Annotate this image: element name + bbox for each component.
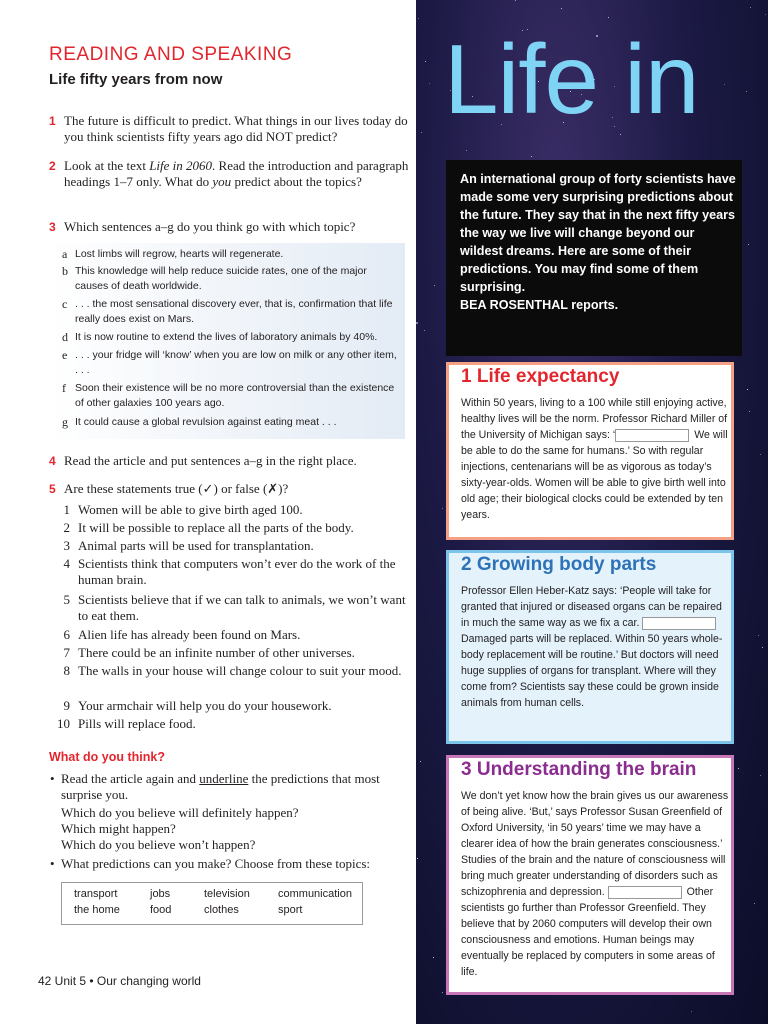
topics-box	[61, 882, 363, 925]
statement-8: 8 The walls in your house will change colour to suit your mood.	[63, 663, 402, 678]
topic-item: clothes	[204, 904, 239, 916]
star-dot	[425, 61, 426, 62]
topic-item: sport	[278, 904, 303, 916]
question-number: 5	[49, 482, 56, 496]
star-dot	[442, 508, 443, 509]
star-dot	[417, 858, 418, 859]
question-1	[49, 113, 409, 145]
star-dot	[749, 411, 750, 412]
statement-5: 5 Scientists believe that if we can talk to animals, we won’t want to eat them.	[63, 592, 406, 623]
star-dot	[608, 17, 609, 18]
question-3	[49, 219, 409, 235]
star-dot	[466, 150, 467, 151]
card-heading: 2 Growing body parts	[461, 554, 657, 575]
star-dot	[434, 285, 435, 286]
star-dot	[442, 992, 443, 993]
sentence-gap[interactable]	[642, 617, 716, 630]
star-dot	[724, 84, 725, 85]
statement-3: 3 Animal parts will be used for transplantation.	[63, 538, 314, 553]
star-dot	[758, 635, 759, 636]
article-intro	[446, 160, 742, 356]
topic-item: communication	[278, 888, 352, 900]
question-2	[49, 158, 409, 190]
statement-10: 10 Pills will replace food.	[57, 716, 196, 731]
statement-7: 7 There could be an infinite number of other universes.	[63, 645, 355, 660]
star-dot	[760, 775, 761, 776]
article-title: Life in	[444, 24, 699, 134]
section-subtitle: Life fifty years from now	[49, 71, 223, 88]
sentence-b: b This knowledge will help reduce suicide rates, one of the major causes of death worldwide.	[62, 264, 367, 292]
question-number: 1	[49, 114, 56, 128]
question-text: Are these statements true (✓) or false (✗)?	[64, 481, 289, 496]
sentence-d: d It is now routine to extend the lives of laboratory animals by 40%.	[62, 330, 378, 344]
question-4	[49, 453, 409, 469]
bullet-1: • Read the article again and underline the predictions that most surprise you.	[50, 771, 380, 802]
card-text: We don’t yet know how the brain gives us our awareness of being alive. ‘But,’ says Professor Susan Greenfield of Oxford University, ‘in 50 years’ time we may have a clearer idea of how the brain generates consciousness.’ Studies of the brain and the nature of consciousness will bring much greater understanding of disorders such as schizophrenia and depression. Other scientists go further than Professor Greenfield. They believe that by 2060 computers will develop their own consciousness and emotions. Human beings may eventually be replaced by computers in some areas of life.	[461, 790, 729, 978]
follow-up-1: Which do you believe will definitely happen?	[61, 805, 299, 820]
topic-item: television	[204, 888, 250, 900]
star-dot	[762, 647, 763, 648]
star-dot	[748, 244, 749, 245]
topic-item: food	[150, 904, 172, 916]
topic-item: transport	[74, 888, 118, 900]
question-5	[49, 481, 409, 497]
page-footer: 42 Unit 5 • Our changing world	[38, 974, 201, 988]
follow-up-2: Which might happen?	[61, 821, 176, 836]
star-dot	[760, 454, 761, 455]
star-dot	[515, 0, 516, 1]
question-text: Look at the text Life in 2060. Read the introduction and paragraph headings 1–7 only. What do you predict about the topics?	[64, 158, 409, 189]
star-dot	[418, 18, 419, 19]
section-title: READING AND SPEAKING	[49, 44, 293, 65]
star-dot	[620, 134, 621, 135]
statement-2: 2 It will be possible to replace all the parts of the body.	[63, 520, 354, 535]
sentence-gap[interactable]	[615, 429, 689, 442]
star-dot	[531, 156, 532, 157]
statement-1: 1 Women will be able to give birth aged 100.	[63, 502, 303, 517]
byline: BEA ROSENTHAL reports.	[460, 298, 619, 312]
question-number: 2	[49, 159, 56, 173]
star-dot	[416, 322, 418, 324]
card-text: Professor Ellen Heber-Katz says: ‘People will take for granted that injured or diseased organs can be repaired in much the same way as we fix a car. Damaged parts will be replaced. Within 50 years whole-body replacement will be routine.’ But doctors will need huge supplies of organs for transplant. Where will they come from? Scientists say these could be grown inside animals from human cells.	[461, 585, 723, 709]
star-dot	[750, 7, 751, 8]
question-number: 3	[49, 220, 56, 234]
star-dot	[424, 330, 425, 331]
topic-item: jobs	[150, 888, 171, 900]
star-dot	[561, 8, 562, 9]
card-heading: 1 Life expectancy	[461, 366, 620, 387]
question-text: Read the article and put sentences a–g in the right place.	[64, 453, 357, 468]
article-column	[416, 0, 768, 1024]
question-text: The future is difficult to predict. What things in our lives today do you think scientists fifty years ago did NOT predict?	[64, 113, 408, 144]
sentence-c: c . . . the most sensational discovery ever, that is, confirmation that life really does exist on Mars.	[62, 297, 393, 325]
question-text: Which sentences a–g do you think go with which topic?	[64, 219, 356, 234]
statement-4: 4 Scientists think that computers won’t ever do the work of the human brain.	[63, 556, 396, 587]
star-dot	[738, 768, 739, 769]
topic-item: the home	[74, 904, 120, 916]
star-dot	[754, 903, 755, 904]
sentence-a: a Lost limbs will regrow, hearts will regenerate.	[62, 247, 284, 261]
article-card-growing-body-parts	[446, 550, 734, 744]
statement-9: 9 Your armchair will help you do your housework.	[63, 698, 332, 713]
star-dot	[746, 91, 747, 92]
card-text: Within 50 years, living to a 100 while still enjoying active, healthy lives will be the norm. Professor Richard Miller of the University of Michigan says: ‘ We will be able to do the same for humans.’ So with regular injections, centenarians will be as vigorous as today’s sixty-year-olds. Women will be able to give birth well into old age; their biological clocks could be extended by ten years.	[461, 397, 728, 521]
star-dot	[691, 1011, 692, 1012]
sentence-e: e . . . your fridge will ‘know’ when you are low on milk or any other item, . . .	[62, 348, 397, 376]
follow-up-3: Which do you believe won’t happen?	[61, 837, 256, 852]
sentence-g: g It could cause a global revulsion against eating meat . . .	[62, 415, 337, 429]
statement-6: 6 Alien life has already been found on Mars.	[63, 627, 301, 642]
star-dot	[765, 14, 766, 15]
star-dot	[433, 957, 434, 958]
star-dot	[420, 761, 421, 762]
star-dot	[421, 132, 422, 133]
question-number: 4	[49, 454, 56, 468]
article-card-understanding-the-brain	[446, 755, 734, 995]
sentence-gap[interactable]	[608, 886, 682, 899]
bullet-2: • What predictions can you make? Choose from these topics:	[50, 856, 371, 871]
star-dot	[429, 83, 430, 84]
sentence-f: f Soon their existence will be no more controversial than the existence of other galaxies 100 years ago.	[62, 381, 395, 409]
intro-text: An international group of forty scientists have made some very surprising predictions about the future. They say that in the next fifty years the way we live will change beyond our wildest dreams. Here are some of their predictions. You may find some of them surprising.	[460, 172, 736, 294]
article-card-life-expectancy	[446, 362, 734, 540]
what-do-you-think-heading: What do you think?	[49, 750, 165, 764]
card-heading: 3 Understanding the brain	[461, 759, 697, 780]
star-dot	[747, 389, 748, 390]
